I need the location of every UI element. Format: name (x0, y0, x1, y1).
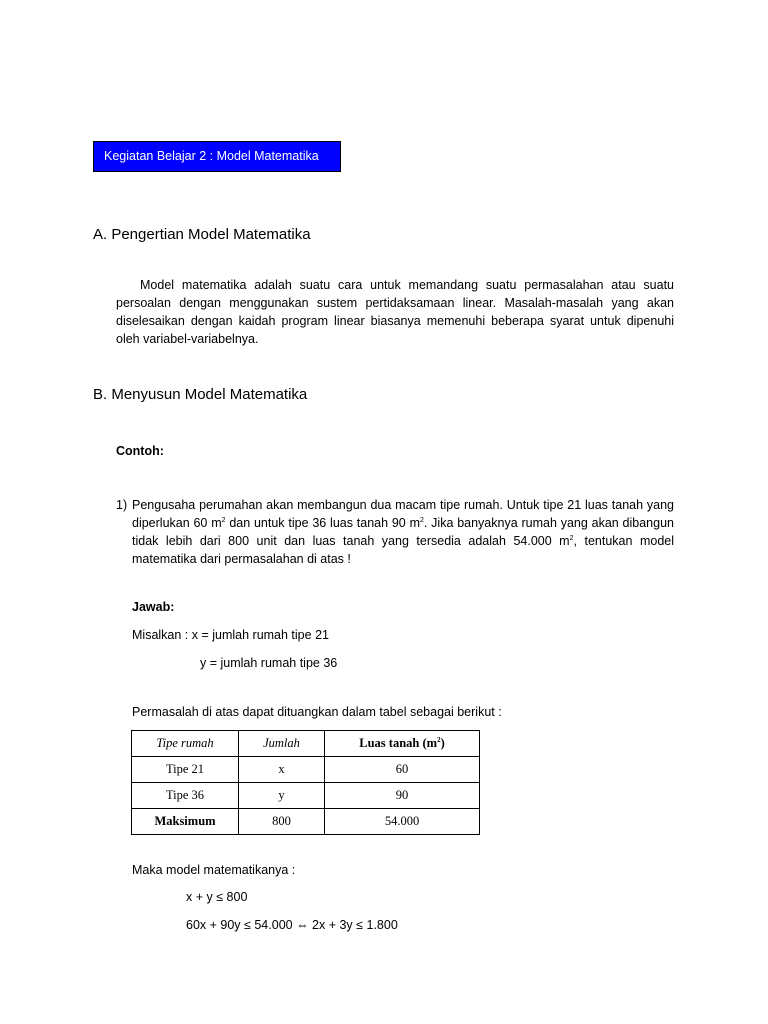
table-cell: 800 (239, 809, 325, 835)
lesson-banner: Kegiatan Belajar 2 : Model Matematika (93, 141, 341, 172)
table-cell: 60 (325, 757, 480, 783)
table-cell: Maksimum (132, 809, 239, 835)
problem-text (132, 496, 674, 568)
section-a-paragraph: Model matematika adalah suatu cara untuk memandang suatu permasalahan atau suatu persoalan dengan menggunakan sustem pertidaksamaan linear. Masalah-masalah yang akan diselesaikan dengan kaidah program linear biasanya memenuhi beberapa syarat untuk dipenuhi oleh variabel-variabelnya. (116, 278, 674, 346)
problem-text-part-4: , tentukan model matematika dari permasalahan di atas ! (132, 534, 675, 566)
jawab-label: Jawab: (132, 600, 175, 614)
superscript-2: 2 (437, 735, 441, 744)
table-cell: Tipe 36 (132, 783, 239, 809)
data-table (131, 730, 480, 835)
variable-y-definition: y = jumlah rumah tipe 36 (200, 656, 338, 670)
table-intro: Permasalah di atas dapat dituangkan dalam tabel sebagai berikut : (132, 705, 502, 719)
superscript-2: 2 (419, 516, 424, 524)
equation-1: x + y ≤ 800 (186, 890, 248, 904)
header-text: Luas tanah (m (359, 736, 438, 750)
table-header (325, 731, 480, 757)
section-b-title: B. Menyusun Model Matematika (93, 386, 308, 403)
table-cell: 54.000 (325, 809, 480, 835)
model-intro: Maka model matematikanya : (132, 863, 296, 877)
problem-1 (116, 496, 674, 568)
problem-text-part-3: . Jika banyaknya rumah yang akan dibangun tidak lebih dari 800 unit dan luas tanah yang tersedia adalah 54.000 m (132, 516, 674, 548)
header-text: ) (440, 736, 445, 750)
problem-text-part-1: Pengusaha perumahan akan membangun dua macam tipe rumah. Untuk tipe 21 luas tanah yang diperlukan 60 m (132, 498, 674, 530)
table-header-row (132, 731, 480, 757)
table-cell: Tipe 21 (132, 757, 239, 783)
table-cell: y (239, 783, 325, 809)
table-row (132, 783, 480, 809)
problem-text-part-2: dan untuk tipe 36 luas tanah 90 m (225, 516, 420, 530)
variable-x-definition: Misalkan : x = jumlah rumah tipe 21 (132, 628, 329, 642)
table-cell: x (239, 757, 325, 783)
table-header: Tipe rumah (132, 731, 239, 757)
superscript-2: 2 (569, 534, 574, 542)
table-row (132, 809, 480, 835)
section-a-title: A. Pengertian Model Matematika (93, 226, 311, 243)
contoh-label: Contoh: (116, 444, 164, 458)
problem-number: 1) (116, 498, 128, 512)
equation-2: 60x + 90y ≤ 54.000 ⇔ 2x + 3y ≤ 1.800 (186, 918, 398, 932)
table-row (132, 757, 480, 783)
table-cell: 90 (325, 783, 480, 809)
superscript-2: 2 (221, 516, 226, 524)
table-header: Jumlah (239, 731, 325, 757)
